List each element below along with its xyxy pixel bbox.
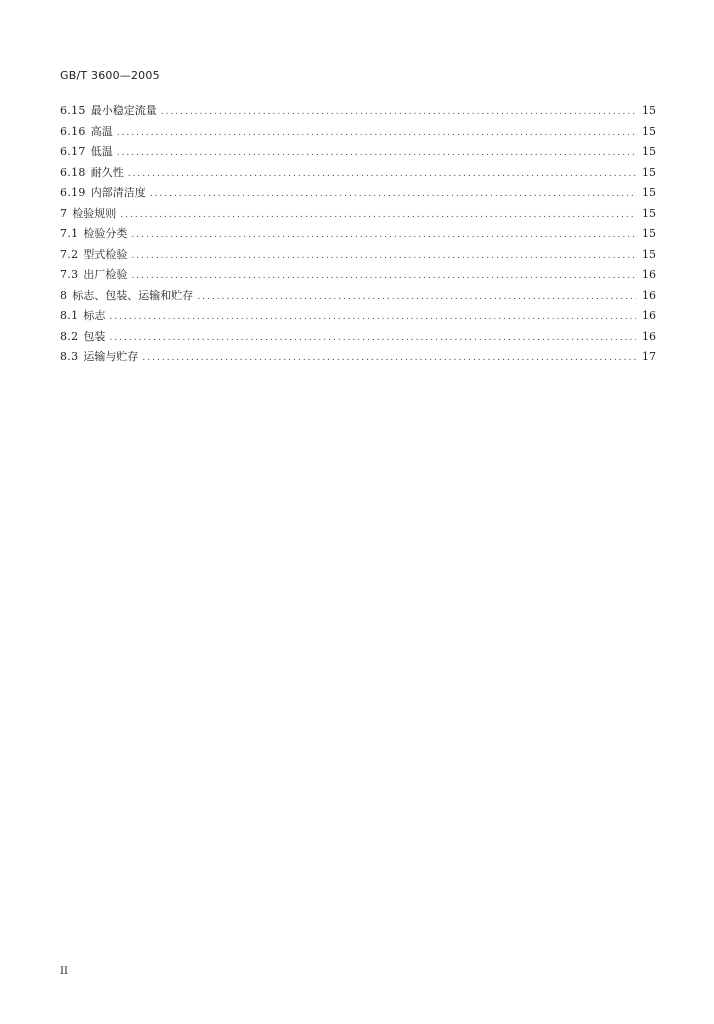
toc-leader-dots [131,225,636,246]
toc-entry-title: 标志、包装、运输和贮存 [72,288,194,302]
toc-entry-number: 6.16 [60,124,86,138]
toc-entry-title: 检验分类 [83,227,128,240]
toc-entry[interactable] [60,224,656,245]
toc-leader-dots [131,266,636,287]
toc-entry-number: 7 [60,206,68,220]
toc-entry-number: 6.18 [60,165,86,179]
toc-entry-title: 运输与贮存 [83,350,139,363]
toc-entry-title: 检验规则 [72,206,117,220]
toc-entry-number: 7.2 [60,247,79,261]
table-of-contents [60,101,656,368]
toc-entry[interactable] [60,327,656,348]
toc-entry-page: 15 [642,124,656,138]
toc-leader-dots [150,184,636,205]
toc-entry[interactable] [60,163,656,184]
toc-entry-number: 7.3 [60,268,79,281]
toc-entry-number: 6.15 [60,104,86,117]
toc-entry[interactable] [60,122,656,143]
toc-entry-number: 6.19 [60,186,86,199]
toc-leader-dots [128,164,636,185]
toc-leader-dots [120,205,636,226]
toc-entry[interactable] [60,204,656,225]
toc-entry[interactable] [60,245,656,266]
toc-entry[interactable] [60,347,656,368]
toc-entry-number: 8.2 [60,329,79,343]
page-number: II [60,966,68,977]
toc-entry[interactable] [60,101,656,122]
toc-entry-number: 6.17 [60,145,86,158]
toc-entry-title: 低温 [90,145,113,158]
toc-leader-dots [117,143,636,164]
toc-entry-page: 15 [642,186,656,199]
toc-entry-page: 16 [642,309,656,322]
toc-entry-title: 出厂检验 [83,268,128,281]
toc-leader-dots [109,307,636,328]
toc-entry[interactable] [60,183,656,204]
toc-entry-page: 16 [642,288,656,302]
toc-entry-page: 16 [642,268,656,281]
toc-entry-number: 8.3 [60,350,79,363]
toc-leader-dots [109,328,636,349]
toc-entry-title: 标志 [83,309,106,322]
toc-leader-dots [197,287,636,308]
toc-entry-page: 15 [642,206,656,220]
toc-leader-dots [142,348,636,369]
toc-leader-dots [117,123,636,144]
toc-entry-page: 15 [642,227,656,240]
toc-leader-dots [131,246,636,267]
toc-entry-title: 包装 [83,329,106,343]
toc-entry-number: 7.1 [60,227,79,240]
toc-entry-title: 内部清洁度 [90,186,146,199]
toc-entry-title: 高温 [90,124,113,138]
standard-code: GB/T 3600—2005 [60,69,160,82]
toc-entry-page: 17 [642,350,656,363]
toc-entry-number: 8.1 [60,309,79,322]
toc-entry[interactable] [60,286,656,307]
toc-entry-page: 15 [642,104,656,117]
toc-entry-title: 最小稳定流量 [90,104,157,117]
toc-entry[interactable] [60,142,656,163]
toc-entry[interactable] [60,306,656,327]
toc-entry-number: 8 [60,288,68,302]
toc-entry-title: 耐久性 [90,165,124,179]
toc-entry-page: 15 [642,247,656,261]
toc-entry-title: 型式检验 [83,247,128,261]
toc-leader-dots [161,102,636,123]
toc-entry-page: 15 [642,145,656,158]
toc-entry-page: 15 [642,165,656,179]
toc-entry-page: 16 [642,329,656,343]
toc-entry[interactable] [60,265,656,286]
